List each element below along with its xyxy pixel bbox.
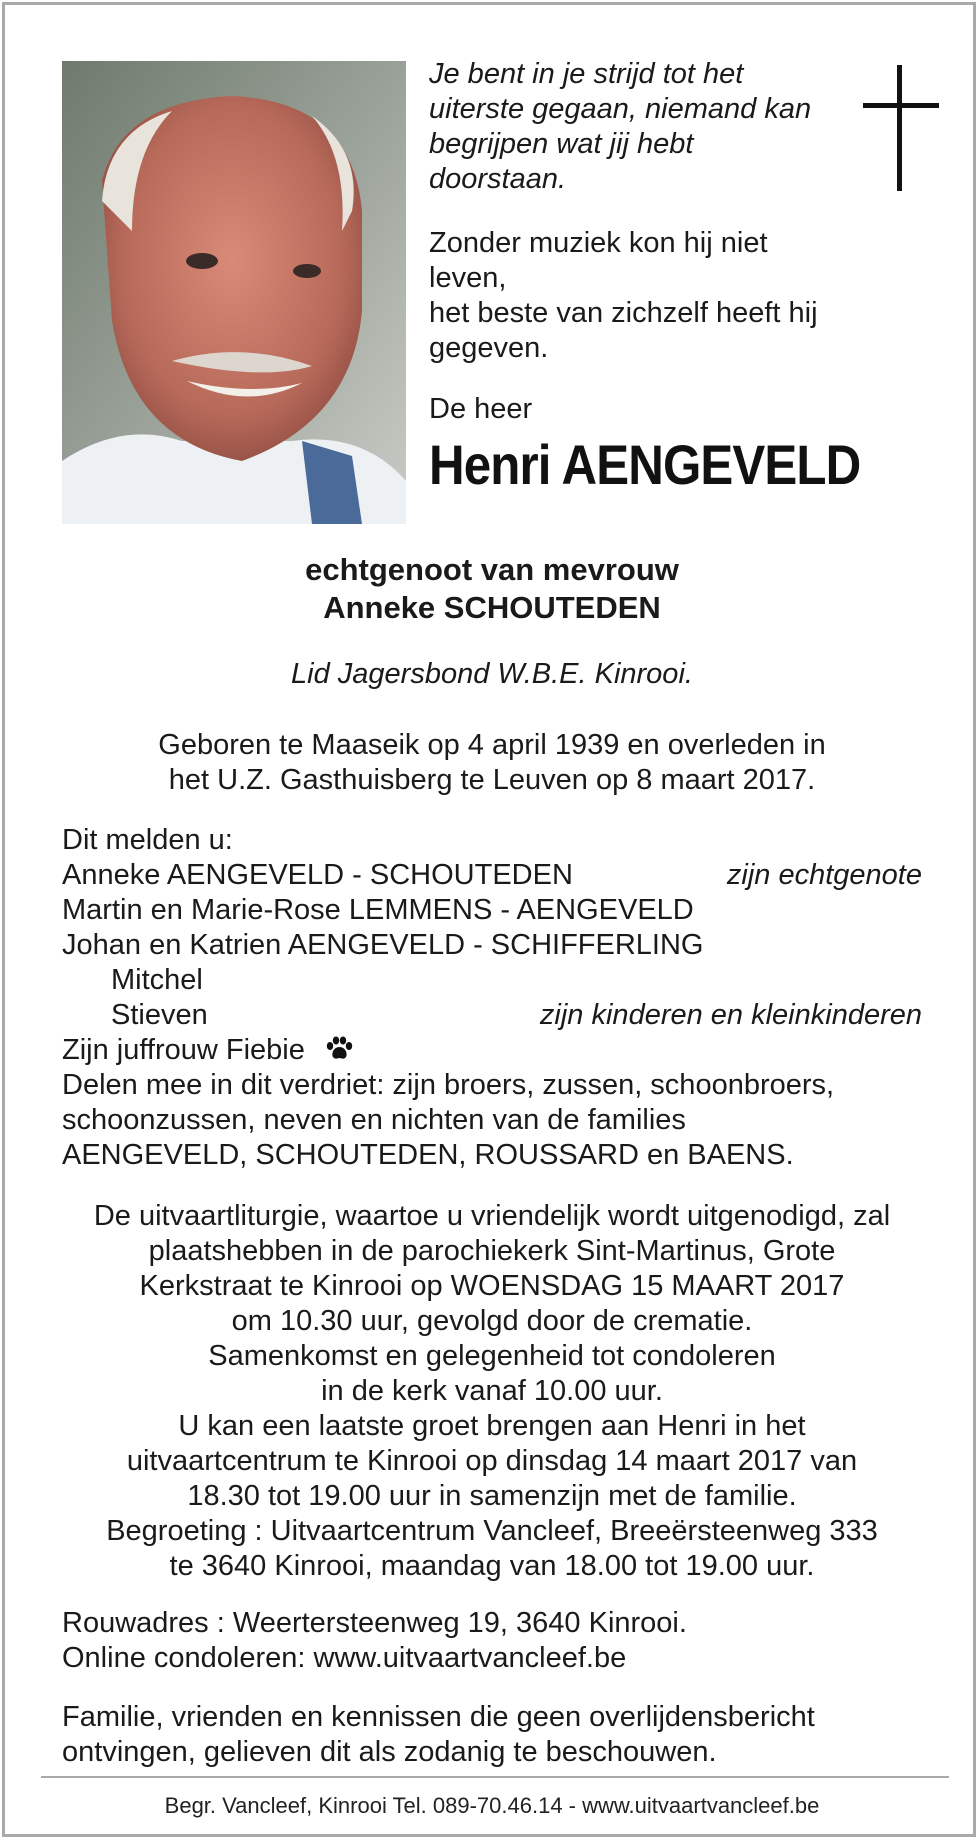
spouse-block <box>5 551 979 627</box>
poem-line: het beste van zichzelf heeft hij <box>429 297 818 329</box>
notice-block <box>62 1700 922 1770</box>
liturgy-line: U kan een laatste groet brengen aan Henri in het <box>178 1410 806 1442</box>
share-line: schoonzussen, neven en nichten van de families <box>62 1104 686 1136</box>
spouse-line-1: echtgenoot van mevrouw <box>305 552 679 587</box>
portrait-image <box>62 61 406 524</box>
poem-line: Je bent in je strijd tot het <box>429 58 744 90</box>
liturgy-line: te 3640 Kinrooi, maandag van 18.00 tot 19.00 uur. <box>169 1550 815 1582</box>
grandchild-row-2 <box>62 998 922 1033</box>
liturgy-line: plaatshebben in de parochiekerk Sint-Martinus, Grote <box>148 1235 836 1267</box>
share-line: AENGEVELD, SCHOUTEDEN, ROUSSARD en BAENS. <box>62 1139 794 1171</box>
born-line-2: het U.Z. Gasthuisberg te Leuven op 8 maart 2017. <box>168 764 816 796</box>
spouse-role: zijn echtgenote <box>726 859 922 891</box>
child-row-1: Martin en Marie-Rose LEMMENS - AENGEVELD <box>62 894 694 926</box>
birth-death-block <box>5 728 979 798</box>
announce-intro: Dit melden u: <box>62 824 233 856</box>
announce-spouse-row <box>62 858 922 893</box>
liturgy-line: uitvaartcentrum te Kinrooi op dinsdag 14 maart 2017 van <box>126 1445 858 1477</box>
liturgy-line: 18.30 tot 19.00 uur in samenzijn met de familie. <box>187 1480 797 1512</box>
child-row-2: Johan en Katrien AENGEVELD - SCHIFFERLING <box>62 929 704 961</box>
spouse-name: Anneke AENGEVELD - SCHOUTEDEN <box>62 859 573 891</box>
liturgy-line: om 10.30 uur, gevolgd door de crematie. <box>231 1305 753 1337</box>
poem-line: doorstaan. <box>429 163 567 195</box>
born-line-1: Geboren te Maaseik op 4 april 1939 en overleden in <box>158 729 826 761</box>
children-role: zijn kinderen en kleinkinderen <box>539 999 922 1031</box>
share-block <box>62 1068 922 1173</box>
liturgy-line: Samenkomst en gelegenheid tot condoleren <box>208 1340 776 1372</box>
announcement-block <box>62 823 922 1173</box>
spouse-line-2: Anneke SCHOUTEDEN <box>323 590 661 625</box>
footer-divider <box>41 1776 949 1778</box>
poem-verse-1 <box>429 57 849 197</box>
pet-name: Zijn juffrouw Fiebie <box>62 1034 305 1066</box>
poem-line: uiterste gegaan, niemand kan <box>429 93 812 125</box>
mourning-address: Rouwadres : Weertersteenweg 19, 3640 Kinrooi. <box>62 1607 687 1639</box>
title-prefix: De heer <box>429 393 533 425</box>
poem-verse-2 <box>429 226 849 366</box>
notice-line: ontvingen, gelieven dit als zodanig te beschouwen. <box>62 1736 717 1768</box>
address-block <box>62 1606 922 1676</box>
liturgy-block <box>5 1199 979 1584</box>
cross-icon <box>863 65 939 191</box>
liturgy-line: Kerkstraat te Kinrooi op WOENSDAG 15 MAART 2017 <box>139 1270 845 1302</box>
poem-line: Zonder muziek kon hij niet leven, <box>429 227 768 294</box>
deceased-name: Henri AENGEVELD <box>429 433 861 496</box>
poem-block <box>429 57 849 427</box>
portrait-photo <box>62 61 406 524</box>
membership: Lid Jagersbond W.B.E. Kinrooi. <box>291 658 693 690</box>
poem-line: gegeven. <box>429 332 549 364</box>
notice-line: Familie, vrienden en kennissen die geen overlijdensbericht <box>62 1701 815 1733</box>
grandchild-row-1: Mitchel <box>111 964 203 996</box>
pet-row <box>62 1033 922 1068</box>
share-line: Delen mee in dit verdriet: zijn broers, zussen, schoonbroers, <box>62 1069 835 1101</box>
liturgy-line: in de kerk vanaf 10.00 uur. <box>321 1375 663 1407</box>
online-condolence: Online condoleren: www.uitvaartvancleef.be <box>62 1642 627 1674</box>
liturgy-line: Begroeting : Uitvaartcentrum Vancleef, Breeërsteenweg 333 <box>106 1515 878 1547</box>
obituary-card <box>2 2 976 1837</box>
poem-line: begrijpen wat jij hebt <box>429 128 694 160</box>
footer-contact: Begr. Vancleef, Kinrooi Tel. 089-70.46.14 - www.uitvaartvancleef.be <box>164 1793 820 1818</box>
grandchild-name: Stieven <box>111 999 208 1031</box>
paw-icon <box>325 1036 353 1062</box>
liturgy-line: De uitvaartliturgie, waartoe u vriendelijk wordt uitgenodigd, zal <box>93 1200 891 1232</box>
